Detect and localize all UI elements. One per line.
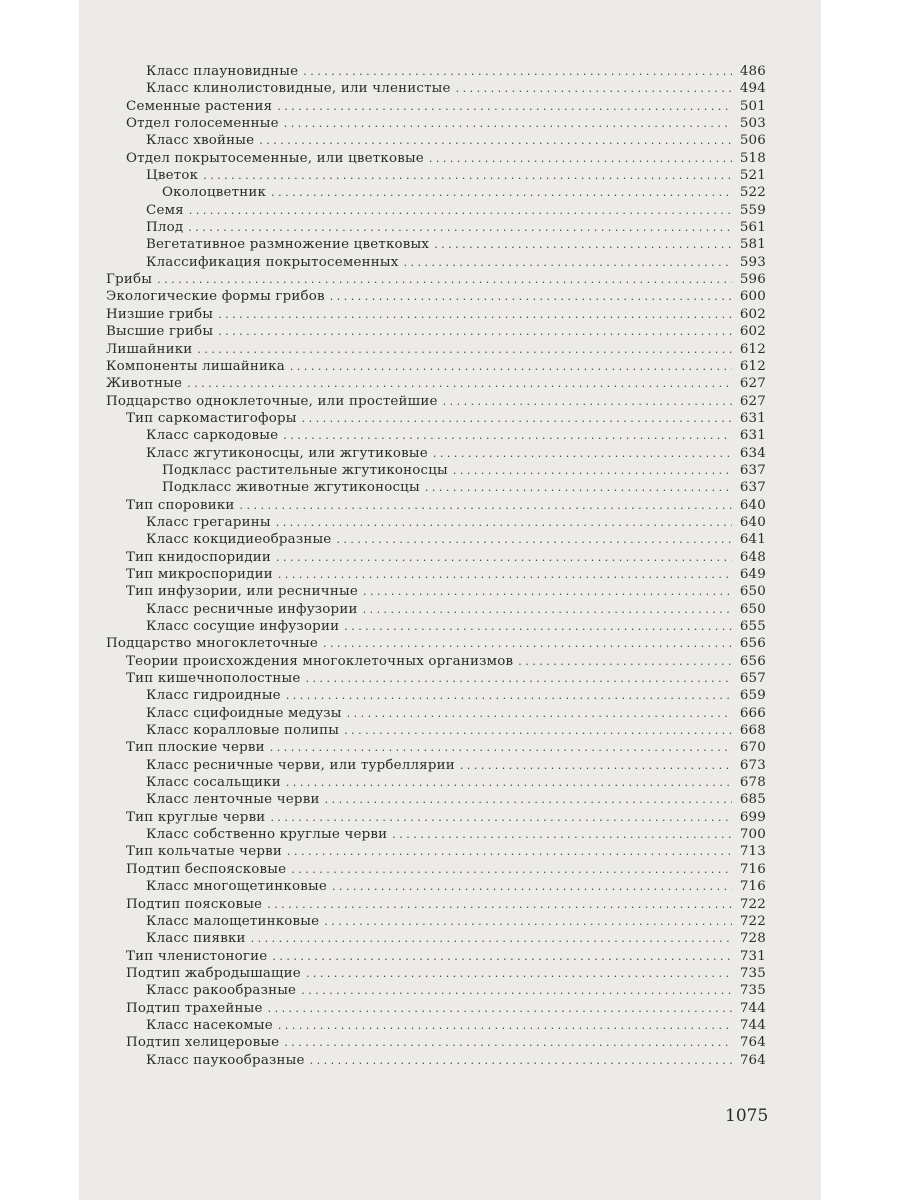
toc-entry: [106, 375, 766, 392]
toc-entry-title: Класс грегарины: [146, 514, 271, 530]
toc-entry-title: Вегетативное размножение цветковых: [146, 237, 430, 253]
dot-leader: [283, 427, 732, 444]
dot-leader: [240, 497, 732, 514]
toc-entry-title: Класс многощетинковые: [146, 879, 327, 895]
dot-leader: [291, 861, 732, 878]
toc-entry-page: 678: [739, 775, 766, 791]
toc-entry: [106, 80, 766, 97]
toc-entry: [106, 653, 766, 670]
dot-leader: [277, 98, 732, 115]
toc-entry-title: Тип споровики: [126, 497, 235, 513]
toc-entry-page: 650: [739, 584, 766, 600]
dot-leader: [306, 965, 732, 982]
dot-leader: [276, 514, 732, 531]
toc-entry-page: 722: [739, 913, 766, 929]
dot-leader: [267, 896, 732, 913]
toc-entry-title: Подкласс растительные жгутиконосцы: [162, 462, 448, 478]
toc-entry-page: 649: [739, 566, 766, 582]
toc-entry: [106, 948, 766, 965]
toc-entry: [106, 878, 766, 895]
dot-leader: [323, 635, 732, 652]
toc-entry: [106, 566, 766, 583]
dot-leader: [363, 601, 732, 618]
dot-leader: [456, 80, 732, 97]
toc-entry: [106, 809, 766, 826]
dot-leader: [268, 1000, 732, 1017]
dot-leader: [290, 358, 732, 375]
toc-entry-page: 631: [739, 410, 766, 426]
toc-entry: [106, 913, 766, 930]
dot-leader: [197, 341, 732, 358]
toc-entry: [106, 601, 766, 618]
toc-entry: [106, 791, 766, 808]
toc-entry-title: Высшие грибы: [106, 324, 214, 340]
toc-entry-page: 640: [739, 497, 766, 513]
toc-entry-title: Компоненты лишайника: [106, 358, 285, 374]
toc-entry-page: 521: [739, 168, 766, 184]
toc-entry-title: Семя: [146, 202, 184, 218]
toc-entry-title: Низшие грибы: [106, 306, 214, 322]
toc-entry-title: Класс ленточные черви: [146, 792, 320, 808]
toc-entry: [106, 757, 766, 774]
toc-entry-page: 657: [739, 671, 766, 687]
toc-entry: [106, 583, 766, 600]
toc-entry-page: 670: [739, 740, 766, 756]
dot-leader: [332, 878, 732, 895]
toc-entry-page: 659: [739, 688, 766, 704]
toc-entry-title: Класс ресничные инфузории: [146, 601, 358, 617]
toc-entry-title: Цветок: [146, 168, 199, 184]
toc-entry-title: Подтип беспоясковые: [126, 861, 287, 877]
dot-leader: [325, 791, 732, 808]
toc-entry: [106, 843, 766, 860]
toc-entry: [106, 150, 766, 167]
toc-entry-page: 559: [739, 202, 766, 218]
dot-leader: [453, 462, 732, 479]
dot-leader: [187, 375, 732, 392]
toc-entry: [106, 445, 766, 462]
toc-entry: [106, 1034, 766, 1051]
dot-leader: [363, 583, 732, 600]
toc-entry-title: Тип кольчатые черви: [126, 844, 282, 860]
toc-entry: [106, 167, 766, 184]
toc-entry-page: 627: [739, 376, 766, 392]
toc-entry: [106, 739, 766, 756]
dot-leader: [434, 236, 732, 253]
toc-entry: [106, 410, 766, 427]
dot-leader: [392, 826, 732, 843]
toc-entry: [106, 705, 766, 722]
toc-entry-title: Класс коралловые полипы: [146, 723, 340, 739]
toc-entry-page: 700: [739, 827, 766, 843]
toc-entry-title: Класс кокцидиеобразные: [146, 532, 332, 548]
toc-entry-title: Класс хвойные: [146, 133, 255, 149]
dot-leader: [271, 184, 732, 201]
toc-entry-title: Подтип жабродышащие: [126, 965, 301, 981]
toc-entry: [106, 202, 766, 219]
toc-entry: [106, 236, 766, 253]
dot-leader: [324, 913, 732, 930]
toc-entry-title: Класс собственно круглые черви: [146, 827, 388, 843]
toc-entry-title: Тип микроспоридии: [126, 566, 273, 582]
dot-leader: [403, 254, 732, 271]
toc-entry-title: Класс плауновидные: [146, 64, 299, 79]
dot-leader: [429, 150, 732, 167]
toc-entry-title: Класс клинолистовидные, или членистые: [146, 81, 451, 97]
toc-entry: [106, 184, 766, 201]
toc-entry-page: 612: [739, 341, 766, 357]
dot-leader: [518, 653, 732, 670]
toc-entry-title: Околоцветник: [162, 185, 267, 201]
toc-entry-page: 656: [739, 653, 766, 669]
toc-entry-page: 503: [739, 116, 766, 132]
toc-entry-title: Тип круглые черви: [126, 809, 266, 825]
toc-entry: [106, 115, 766, 132]
toc-entry: [106, 132, 766, 149]
dot-leader: [330, 288, 732, 305]
toc-entry-page: 486: [739, 64, 766, 79]
dot-leader: [157, 271, 732, 288]
toc-entry-title: Тип плоские черви: [126, 740, 265, 756]
toc-entry-page: 713: [739, 844, 766, 860]
toc-entry: [106, 271, 766, 288]
toc-entry-title: Тип саркомастигофоры: [126, 410, 297, 426]
toc-entry-page: 641: [739, 532, 766, 548]
toc-entry-title: Теории происхождения многоклеточных организмов: [126, 653, 514, 669]
toc-entry-page: 602: [739, 306, 766, 322]
toc-entry-page: 716: [739, 879, 766, 895]
dot-leader: [306, 670, 732, 687]
toc-entry-page: 637: [739, 480, 766, 496]
toc-entry: [106, 549, 766, 566]
toc-entry-title: Тип членистоногие: [126, 948, 268, 964]
dot-leader: [425, 479, 732, 496]
toc-entry-page: 506: [739, 133, 766, 149]
toc-entry-page: 722: [739, 896, 766, 912]
toc-entry-title: Класс сосущие инфузории: [146, 619, 340, 634]
toc-entry-page: 764: [739, 1035, 766, 1051]
toc-entry-title: Класс сосальщики: [146, 775, 281, 791]
dot-leader: [278, 566, 732, 583]
toc-entry-page: 648: [739, 549, 766, 565]
toc-entry-title: Подкласс животные жгутиконосцы: [162, 480, 420, 496]
dot-leader: [347, 705, 732, 722]
toc-entry-title: Класс насекомые: [146, 1017, 273, 1033]
toc-entry-page: 728: [739, 931, 766, 947]
toc-entry-page: 731: [739, 948, 766, 964]
dot-leader: [344, 722, 732, 739]
toc-entry: [106, 514, 766, 531]
toc-entry-page: 640: [739, 514, 766, 530]
dot-leader: [272, 948, 732, 965]
toc-entry-page: 699: [739, 809, 766, 825]
toc-entry: [106, 531, 766, 548]
toc-entry-page: 494: [739, 81, 766, 97]
toc-entry: [106, 861, 766, 878]
toc-entry-title: Животные: [106, 376, 183, 392]
toc-entry-page: 650: [739, 601, 766, 617]
dot-leader: [270, 809, 732, 826]
dot-leader: [460, 757, 732, 774]
toc-entry-page: 596: [739, 272, 766, 288]
toc-entry-page: 612: [739, 358, 766, 374]
toc-entry-page: 656: [739, 636, 766, 652]
toc-entry-title: Подтип трахейные: [126, 1000, 263, 1016]
toc-entry-page: 561: [739, 220, 766, 236]
toc-entry-page: 744: [739, 1000, 766, 1016]
toc-entry: [106, 670, 766, 687]
toc-entry-page: 666: [739, 705, 766, 721]
toc-entry: [106, 479, 766, 496]
toc-entry: [106, 1052, 766, 1069]
toc-entry-title: Подцарство одноклеточные, или простейшие: [106, 393, 438, 409]
dot-leader: [218, 323, 732, 340]
toc-entry-title: Отдел покрытосеменные, или цветковые: [126, 150, 424, 166]
toc-entry-page: 602: [739, 324, 766, 340]
toc-entry-page: 764: [739, 1052, 766, 1068]
dot-leader: [278, 1017, 732, 1034]
toc-entry: [106, 63, 766, 80]
toc-entry-title: Класс пиявки: [146, 931, 246, 947]
toc-entry: [106, 98, 766, 115]
toc-entry-title: Тип книдоспоридии: [126, 549, 272, 565]
dot-leader: [310, 1052, 732, 1069]
toc-entry-page: 668: [739, 723, 766, 739]
toc-entry: [106, 306, 766, 323]
dot-leader: [270, 739, 732, 756]
toc-entry: [106, 930, 766, 947]
dot-leader: [276, 549, 732, 566]
toc-entry: [106, 635, 766, 652]
dot-leader: [433, 445, 732, 462]
toc-entry-page: 673: [739, 757, 766, 773]
toc-entry: [106, 462, 766, 479]
toc-entry: [106, 896, 766, 913]
dot-leader: [301, 982, 732, 999]
toc-entry: [106, 358, 766, 375]
toc-entry-title: Подтип хелицеровые: [126, 1035, 280, 1051]
toc-entry: [106, 288, 766, 305]
toc-entry: [106, 618, 766, 635]
dot-leader: [203, 167, 732, 184]
toc-entry-page: 522: [739, 185, 766, 201]
toc-entry-page: 600: [739, 289, 766, 305]
dot-leader: [189, 202, 732, 219]
toc-entry-title: Классификация покрытосеменных: [146, 254, 399, 270]
toc-entry-page: 581: [739, 237, 766, 253]
toc-entry-page: 685: [739, 792, 766, 808]
toc-entry-page: 518: [739, 150, 766, 166]
toc-entry-page: 627: [739, 393, 766, 409]
dot-leader: [336, 531, 732, 548]
toc-entry-title: Класс сцифоидные медузы: [146, 705, 342, 721]
toc-entry-title: Тип инфузории, или ресничные: [126, 584, 358, 600]
toc-entry-title: Класс саркодовые: [146, 428, 279, 444]
dot-leader: [303, 63, 732, 80]
toc-entry-title: Класс жгутиконосцы, или жгутиковые: [146, 445, 428, 461]
toc-entry: [106, 323, 766, 340]
toc-entry-title: Класс паукообразные: [146, 1052, 305, 1068]
toc-entry-page: 631: [739, 428, 766, 444]
dot-leader: [284, 115, 732, 132]
dot-leader: [286, 687, 732, 704]
toc-entry: [106, 687, 766, 704]
toc-entry: [106, 1017, 766, 1034]
toc-entry: [106, 341, 766, 358]
dot-leader: [344, 618, 732, 635]
toc-entry-title: Класс гидроидные: [146, 688, 281, 704]
toc-entry-page: 501: [739, 98, 766, 114]
toc-entry-title: Отдел голосеменные: [126, 116, 279, 132]
toc-entry: [106, 497, 766, 514]
dot-leader: [302, 410, 732, 427]
toc-entry-title: Подцарство многоклеточные: [106, 636, 319, 652]
toc-entry-page: 735: [739, 965, 766, 981]
dot-leader: [443, 393, 732, 410]
toc-entry: [106, 393, 766, 410]
toc-entry-title: Грибы: [106, 272, 153, 288]
toc-entry: [106, 219, 766, 236]
toc-entry: [106, 254, 766, 271]
dot-leader: [218, 306, 732, 323]
toc-entry-page: 637: [739, 462, 766, 478]
page-number: 1075: [725, 1106, 769, 1126]
toc-entry: [106, 427, 766, 444]
toc-entry-title: Класс малощетинковые: [146, 913, 320, 929]
toc-entry: [106, 982, 766, 999]
toc-entry-title: Тип кишечнополостные: [126, 671, 301, 687]
toc-entry: [106, 722, 766, 739]
toc-entry-title: Класс ресничные черви, или турбеллярии: [146, 757, 455, 773]
toc-entry-title: Экологические формы грибов: [106, 289, 325, 305]
toc-entry-page: 593: [739, 254, 766, 270]
toc-entry-title: Подтип поясковые: [126, 896, 263, 912]
toc-entry-title: Лишайники: [106, 341, 193, 357]
toc-entry: [106, 774, 766, 791]
toc-entry-page: 735: [739, 983, 766, 999]
toc-entry: [106, 965, 766, 982]
dot-leader: [251, 930, 732, 947]
dot-leader: [188, 219, 732, 236]
dot-leader: [286, 774, 732, 791]
toc-entry-page: 744: [739, 1017, 766, 1033]
toc-entry-title: Плод: [146, 220, 184, 236]
toc-entry-title: Класс ракообразные: [146, 983, 297, 999]
toc-entry-page: 634: [739, 445, 766, 461]
toc-entry-page: 655: [739, 619, 766, 634]
table-of-contents: [106, 63, 766, 1069]
dot-leader: [259, 132, 732, 149]
toc-entry-title: Семенные растения: [126, 98, 273, 114]
dot-leader: [287, 843, 732, 860]
dot-leader: [284, 1034, 732, 1051]
toc-entry-page: 716: [739, 861, 766, 877]
toc-entry: [106, 826, 766, 843]
toc-entry: [106, 1000, 766, 1017]
